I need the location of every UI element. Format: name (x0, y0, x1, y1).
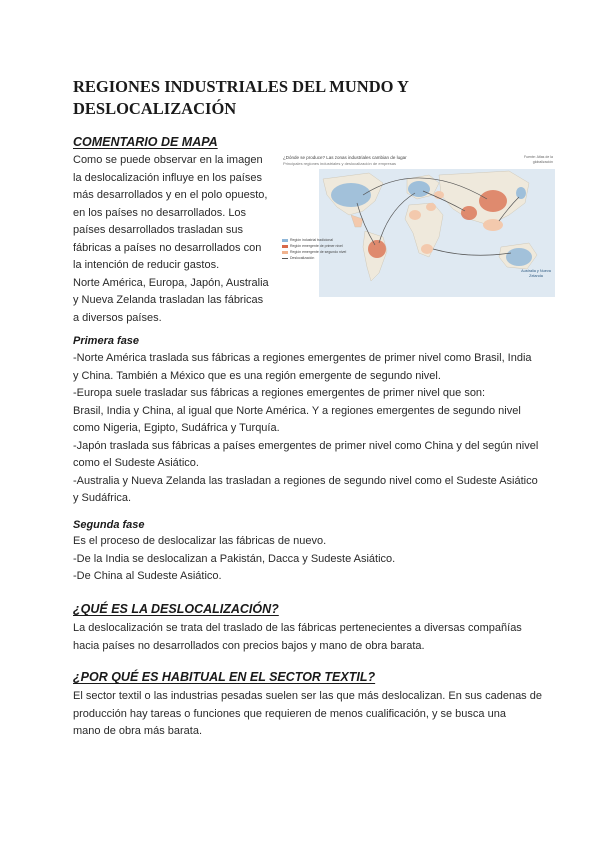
nigeria-emergent-region (409, 210, 421, 220)
map-source: Fuente: Atlas de la globalización (524, 155, 553, 164)
primera-fase-line: Brasil, India y China, al igual que Norte América. Y a regiones emergentes de segundo nivel (73, 404, 521, 417)
australia-industrial-region (506, 248, 532, 266)
legend-item-emergent2: Región emergente de segundo nivel (282, 249, 332, 255)
por-que-line: mano de obra más barata. (73, 725, 203, 737)
egypt-emergent-region (426, 203, 436, 211)
por-que-paragraph (73, 688, 542, 741)
primera-fase-line: -Australia y Nueva Zelanda las trasladan a regiones de segundo nivel como el Sudeste Asiático (73, 474, 538, 487)
legend-item-relocation: Deslocalización (282, 255, 332, 261)
primera-fase-line: -Norte América traslada sus fábricas a regiones emergentes de primer nivel como Brasil, India (73, 352, 532, 364)
que-es-heading: ¿QUÉ ES LA DESLOCALIZACIÓN? (73, 602, 279, 616)
map-comment-line: más desarrollados y en el polo opuesto, (73, 189, 268, 201)
primera-fase-line: -Japón traslada sus fábricas a países emergentes de primer nivel como China y del según nivel (73, 439, 539, 452)
map-comment-paragraph (73, 152, 273, 327)
primera-fase-line: y China. También a México que es una región emergente de segundo nivel. (73, 369, 441, 382)
primera-fase-line: -Europa suele trasladar sus fábricas a regiones emergentes de primer nivel que son: (73, 387, 486, 399)
india-emergent-region (461, 206, 477, 220)
segunda-fase-heading: Segunda fase (73, 519, 145, 531)
por-que-line: producción hay tareas o funciones que requieren de menos cualificación, y se busca una (73, 707, 506, 720)
world-map-graphic (279, 149, 555, 297)
que-es-line: hacia países no desarrollados con precios bajos y mano de obra barata. (73, 639, 425, 652)
map-label-australia: Australia y Nueva Zelanda (521, 269, 551, 278)
legend-item-traditional: Región industrial tradicional (282, 237, 332, 243)
que-es-line: La deslocalización se trata del traslado de las fábricas pertenecientes a diversas compañías (73, 622, 522, 634)
map-comment-line: Norte América, Europa, Japón, Australia (73, 276, 269, 289)
map-comment-line: a diversos países. (73, 311, 162, 324)
japan-industrial-region (516, 187, 526, 199)
segunda-fase-line: Es el proceso de deslocalizar las fábricas de nuevo. (73, 535, 327, 547)
title-line-1: REGIONES INDUSTRIALES DEL MUNDO Y (73, 77, 409, 96)
map-title: ¿Dónde se produce? Las zonas industriales cambian de lugar (283, 155, 407, 160)
por-que-heading: ¿POR QUÉ ES HABITUAL EN EL SECTOR TEXTIL? (73, 670, 376, 684)
north-america-industrial-region (331, 183, 371, 207)
map-comment-line: en los países no desarrollados. Los (73, 206, 247, 219)
title-line-2: DESLOCALIZACIÓN (73, 99, 237, 118)
segunda-fase-line: -De China al Sudeste Asiático. (73, 570, 222, 582)
map-comment-line: Como se puede observar en la imagen (73, 154, 263, 166)
south-africa-emergent-region (421, 244, 433, 254)
document-title (73, 76, 533, 120)
southeast-asia-emergent-region (483, 219, 503, 231)
europe-industrial-region (408, 181, 430, 197)
china-emergent-region (479, 190, 507, 212)
map-comment-line: la deslocalización influye en los países (73, 171, 262, 184)
map-comment-line: la intención de reducir gastos. (73, 259, 220, 271)
map-comment-heading: COMENTARIO DE MAPA (73, 135, 218, 149)
map-subtitle: Principales regiones industriales y deslocalización de empresas (283, 161, 396, 166)
map-legend (282, 237, 347, 261)
brazil-emergent-region (368, 240, 386, 258)
segunda-fase-paragraph (73, 533, 533, 586)
primera-fase-line: como el Sudeste Asiático. (73, 457, 199, 469)
primera-fase-line: como Nigeria, Egipto, Sudáfrica y Turquía. (73, 422, 280, 434)
primera-fase-line: y Sudáfrica. (73, 492, 132, 504)
map-comment-line: y Nueva Zelanda trasladan las fábricas (73, 294, 264, 306)
map-comment-line: países desarrollados trasladan sus (73, 224, 243, 236)
segunda-fase-line: -De la India se deslocalizan a Pakistán, Dacca y Sudeste Asiático. (73, 552, 396, 565)
primera-fase-paragraph (73, 350, 539, 508)
world-map-figure (279, 149, 555, 297)
primera-fase-heading: Primera fase (73, 335, 140, 347)
por-que-line: El sector textil o las industrias pesadas suelen ser las que más deslocalizan. En sus cadenas de (73, 690, 542, 702)
legend-item-emergent1: Región emergente de primer nivel (282, 243, 332, 249)
map-comment-line: fábricas a países no desarrollados con (73, 241, 262, 254)
que-es-paragraph (73, 620, 533, 655)
